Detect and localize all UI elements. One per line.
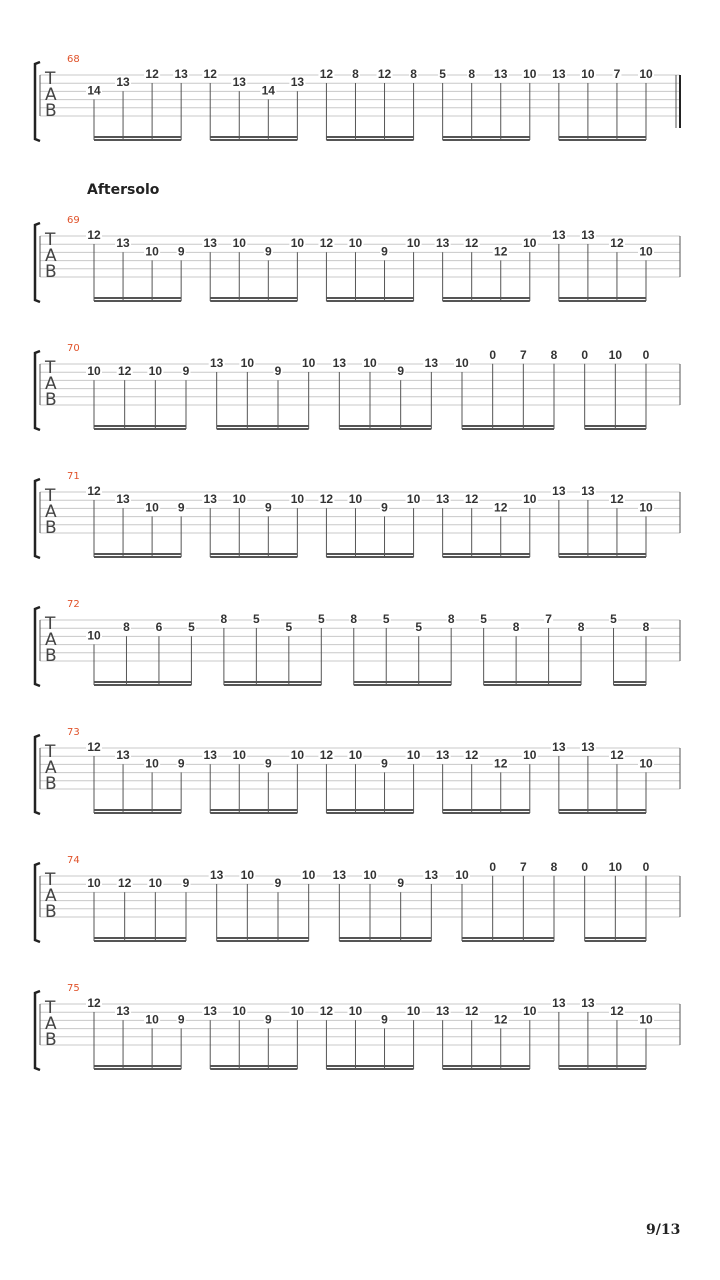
fret-number: 13 [581, 484, 595, 498]
beam [94, 1065, 181, 1067]
fret-number: 6 [155, 620, 163, 635]
fret-number: 10 [523, 1004, 537, 1019]
beam [94, 425, 186, 427]
fret-number: 10 [301, 868, 316, 882]
beam [326, 1068, 413, 1070]
system-bracket [35, 223, 40, 302]
beam [94, 556, 181, 558]
fret-number: 8 [350, 612, 358, 626]
fret-number: 9 [264, 756, 272, 771]
fret-number: 13 [116, 1004, 130, 1019]
fret-number: 0 [581, 347, 589, 362]
fret-number: 13 [581, 740, 595, 754]
fret-number: 13 [116, 75, 130, 90]
tab-clef-letter: B [45, 646, 57, 666]
fret-number: 13 [332, 356, 347, 370]
fret-number: 9 [177, 244, 185, 259]
fret-number: 10 [145, 244, 159, 259]
beam [224, 684, 321, 686]
beam [210, 136, 297, 138]
fret-number: 9 [177, 756, 185, 771]
beam [614, 681, 646, 683]
tab-clef-letter: T [45, 614, 56, 634]
fret-number: 13 [209, 356, 224, 370]
beam [326, 556, 413, 558]
tab-clef-letter: B [45, 518, 57, 538]
beam [326, 300, 413, 302]
fret-number: 10 [406, 236, 421, 251]
tab-clef-letter: A [45, 1014, 57, 1034]
beam [614, 684, 646, 686]
beam [462, 425, 554, 427]
fret-number: 13 [552, 484, 566, 498]
tab-clef-letter: A [45, 374, 57, 394]
beam [559, 139, 646, 141]
beam [559, 136, 646, 138]
beam [443, 809, 530, 811]
fret-number: 10 [639, 500, 653, 515]
fret-number: 8 [642, 620, 650, 635]
beam [326, 1065, 413, 1067]
beam [94, 139, 181, 141]
beam [94, 809, 181, 811]
tab-clef-letter: A [45, 758, 57, 778]
fret-number: 12 [610, 492, 624, 507]
fret-number: 5 [188, 620, 195, 635]
fret-number: 10 [406, 748, 421, 763]
fret-number: 10 [348, 492, 363, 507]
fret-number: 0 [489, 347, 497, 362]
beam [339, 428, 431, 430]
fret-number: 12 [465, 748, 479, 763]
beam [94, 553, 181, 555]
fret-number: 10 [455, 868, 469, 882]
fret-number: 12 [319, 748, 334, 763]
fret-number: 7 [519, 347, 527, 362]
beam [339, 425, 431, 427]
fret-number: 13 [116, 492, 130, 507]
fret-number: 12 [319, 492, 334, 507]
fret-number: 5 [610, 612, 617, 626]
tab-clef-letter: B [45, 101, 57, 121]
beam [462, 428, 554, 430]
fret-number: 10 [348, 748, 363, 763]
fret-number: 13 [116, 748, 130, 763]
fret-number: 9 [381, 500, 388, 515]
beam [326, 809, 413, 811]
fret-number: 10 [232, 236, 246, 251]
fret-number: 10 [363, 868, 377, 882]
beam [210, 556, 297, 558]
fret-number: 12 [319, 236, 334, 251]
tab-clef-letter: B [45, 262, 57, 282]
fret-number: 8 [410, 67, 417, 81]
page-number: 9/13 [646, 1222, 681, 1238]
beam [585, 425, 646, 427]
fret-number: 13 [424, 356, 439, 370]
fret-number: 13 [552, 67, 566, 81]
fret-number: 12 [610, 236, 624, 251]
fret-number: 9 [177, 1012, 185, 1027]
measure-number: 70 [67, 343, 80, 354]
fret-number: 12 [87, 228, 101, 242]
fret-number: 10 [608, 859, 623, 874]
fret-number: 5 [285, 620, 293, 635]
fret-number: 13 [116, 236, 130, 251]
fret-number: 10 [639, 67, 653, 81]
beam [462, 937, 554, 939]
fret-number: 13 [435, 492, 450, 507]
fret-number: 10 [523, 236, 537, 251]
fret-number: 0 [642, 347, 650, 362]
beam [94, 684, 191, 686]
beam [443, 1065, 530, 1067]
fret-number: 10 [290, 748, 305, 763]
fret-number: 10 [290, 1004, 305, 1019]
fret-number: 10 [148, 876, 163, 891]
fret-number: 10 [581, 67, 595, 81]
system-bracket [35, 735, 40, 814]
fret-number: 12 [87, 740, 101, 754]
beam [559, 553, 646, 555]
section-label: Aftersolo [87, 182, 160, 198]
fret-number: 10 [523, 67, 537, 81]
beam [210, 812, 297, 814]
fret-number: 12 [145, 67, 159, 81]
fret-number: 10 [290, 492, 305, 507]
beam [94, 812, 181, 814]
fret-number: 10 [145, 756, 159, 771]
measure-number: 71 [67, 471, 80, 482]
tab-clef-letter: T [45, 69, 56, 89]
fret-number: 9 [381, 244, 388, 259]
fret-number: 13 [581, 996, 595, 1010]
fret-number: 10 [290, 236, 305, 251]
beam [559, 1065, 646, 1067]
fret-number: 10 [523, 748, 537, 763]
beam [443, 300, 530, 302]
fret-number: 10 [608, 347, 623, 362]
fret-number: 10 [232, 1004, 246, 1019]
fret-number: 12 [610, 748, 624, 763]
beam [443, 139, 530, 141]
fret-number: 10 [639, 1012, 653, 1027]
tab-clef-letter: A [45, 85, 57, 105]
beam [326, 136, 413, 138]
measure-number: 68 [67, 54, 80, 65]
fret-number: 12 [465, 1004, 479, 1019]
tab-clef-letter: B [45, 774, 57, 794]
beam [559, 809, 646, 811]
fret-number: 5 [382, 612, 390, 626]
beam [217, 940, 309, 942]
fret-number: 12 [494, 1012, 508, 1027]
beam [326, 553, 413, 555]
fret-number: 9 [381, 756, 388, 771]
fret-number: 14 [87, 83, 101, 98]
fret-number: 9 [264, 1012, 272, 1027]
fret-number: 13 [290, 75, 305, 90]
fret-number: 8 [352, 67, 359, 81]
fret-number: 13 [435, 748, 450, 763]
tab-clef-letter: T [45, 486, 56, 506]
fret-number: 8 [550, 859, 558, 874]
fret-number: 10 [87, 364, 101, 379]
fret-number: 13 [203, 1004, 217, 1019]
fret-number: 7 [545, 612, 552, 626]
tab-clef-letter: B [45, 1030, 57, 1050]
beam [443, 136, 530, 138]
fret-number: 10 [523, 492, 537, 507]
beam [94, 300, 181, 302]
beam [210, 297, 297, 299]
beam [585, 937, 646, 939]
fret-number: 10 [87, 628, 101, 643]
fret-number: 12 [494, 244, 508, 259]
fret-number: 10 [455, 356, 469, 370]
fret-number: 13 [494, 67, 508, 81]
system-bracket [35, 991, 40, 1070]
fret-number: 10 [348, 1004, 363, 1019]
beam [94, 297, 181, 299]
fret-number: 5 [480, 612, 487, 626]
beam [94, 428, 186, 430]
fret-number: 12 [377, 67, 392, 81]
fret-number: 13 [203, 492, 217, 507]
measure-number: 69 [67, 215, 80, 226]
fret-number: 12 [117, 364, 132, 379]
fret-number: 12 [494, 500, 508, 515]
fret-number: 12 [610, 1004, 624, 1019]
fret-number: 10 [145, 500, 159, 515]
fret-number: 5 [415, 620, 423, 635]
beam [94, 940, 186, 942]
fret-number: 8 [577, 620, 585, 635]
fret-number: 13 [209, 868, 224, 882]
beam [217, 937, 309, 939]
fret-number: 13 [332, 868, 347, 882]
fret-number: 12 [203, 67, 217, 81]
fret-number: 10 [87, 876, 101, 891]
measure-number: 75 [67, 983, 80, 994]
fret-number: 0 [489, 859, 497, 874]
beam [484, 681, 581, 683]
fret-number: 10 [240, 868, 255, 882]
fret-number: 13 [435, 1004, 450, 1019]
fret-number: 9 [397, 876, 405, 891]
beam [94, 681, 191, 683]
beam [210, 139, 297, 141]
fret-number: 13 [174, 67, 188, 81]
fret-number: 12 [117, 876, 132, 891]
tab-clef-letter: A [45, 502, 57, 522]
tab-clef-letter: T [45, 742, 56, 762]
fret-number: 9 [264, 500, 272, 515]
fret-number: 10 [148, 364, 163, 379]
fret-number: 10 [232, 748, 246, 763]
system-bracket [35, 607, 40, 686]
fret-number: 8 [550, 347, 558, 362]
fret-number: 12 [494, 756, 508, 771]
beam [354, 681, 451, 683]
fret-number: 13 [552, 228, 566, 242]
beam [210, 1065, 297, 1067]
beam [339, 937, 431, 939]
fret-number: 7 [519, 859, 527, 874]
beam [210, 809, 297, 811]
measure-number: 72 [67, 599, 80, 610]
beam [217, 428, 309, 430]
fret-number: 10 [639, 244, 653, 259]
tab-clef-letter: B [45, 902, 57, 922]
fret-number: 12 [465, 236, 479, 251]
fret-number: 10 [232, 492, 246, 507]
measure-number: 74 [67, 855, 80, 866]
system-bracket [35, 351, 40, 430]
fret-number: 7 [613, 67, 621, 81]
beam [210, 300, 297, 302]
beam [443, 812, 530, 814]
fret-number: 12 [87, 484, 101, 498]
tab-clef-letter: A [45, 886, 57, 906]
fret-number: 10 [240, 356, 255, 370]
beam [559, 297, 646, 299]
fret-number: 14 [261, 83, 275, 98]
tab-clef-letter: T [45, 230, 56, 250]
fret-number: 5 [439, 67, 446, 81]
beam [224, 681, 321, 683]
system-bracket [35, 479, 40, 558]
beam [443, 553, 530, 555]
beam [443, 556, 530, 558]
beam [339, 940, 431, 942]
beam [443, 1068, 530, 1070]
fret-number: 9 [397, 364, 405, 379]
beam [484, 684, 581, 686]
fret-number: 9 [381, 1012, 388, 1027]
fret-number: 9 [274, 364, 282, 379]
system-bracket [35, 863, 40, 942]
fret-number: 12 [87, 996, 101, 1010]
beam [559, 1068, 646, 1070]
fret-number: 13 [581, 228, 595, 242]
tab-clef-letter: T [45, 358, 56, 378]
fret-number: 13 [203, 236, 217, 251]
fret-number: 8 [123, 620, 130, 635]
fret-number: 13 [435, 236, 450, 251]
fret-number: 12 [319, 67, 334, 81]
tab-clef-letter: T [45, 870, 56, 890]
fret-number: 9 [182, 364, 190, 379]
fret-number: 10 [363, 356, 377, 370]
beam [559, 812, 646, 814]
measure-number: 73 [67, 727, 80, 738]
fret-number: 0 [642, 859, 650, 874]
fret-number: 8 [468, 67, 476, 81]
fret-number: 10 [406, 492, 421, 507]
beam [326, 812, 413, 814]
fret-number: 10 [301, 356, 316, 370]
fret-number: 13 [232, 75, 246, 90]
fret-number: 12 [465, 492, 479, 507]
fret-number: 12 [319, 1004, 334, 1019]
beam [443, 297, 530, 299]
fret-number: 13 [552, 996, 566, 1010]
fret-number: 9 [182, 876, 190, 891]
beam [326, 139, 413, 141]
beam [462, 940, 554, 942]
fret-number: 8 [447, 612, 455, 626]
beam [217, 425, 309, 427]
fret-number: 8 [220, 612, 228, 626]
tab-clef-letter: A [45, 630, 57, 650]
tab-clef-letter: B [45, 390, 57, 410]
fret-number: 13 [203, 748, 217, 763]
fret-number: 10 [145, 1012, 159, 1027]
beam [210, 553, 297, 555]
system-bracket [35, 62, 40, 141]
beam [210, 1068, 297, 1070]
beam [94, 136, 181, 138]
beam [559, 556, 646, 558]
fret-number: 5 [317, 612, 325, 626]
beam [354, 684, 451, 686]
beam [326, 297, 413, 299]
fret-number: 5 [253, 612, 260, 626]
fret-number: 9 [264, 244, 272, 259]
fret-number: 0 [581, 859, 589, 874]
beam [94, 937, 186, 939]
beam [585, 428, 646, 430]
beam [585, 940, 646, 942]
fret-number: 9 [177, 500, 185, 515]
fret-number: 13 [424, 868, 439, 882]
beam [94, 1068, 181, 1070]
beam [559, 300, 646, 302]
fret-number: 10 [406, 1004, 421, 1019]
fret-number: 10 [348, 236, 363, 251]
fret-number: 10 [639, 756, 653, 771]
fret-number: 9 [274, 876, 282, 891]
tab-clef-letter: T [45, 998, 56, 1018]
fret-number: 8 [512, 620, 520, 635]
fret-number: 13 [552, 740, 566, 754]
tab-clef-letter: A [45, 246, 57, 266]
